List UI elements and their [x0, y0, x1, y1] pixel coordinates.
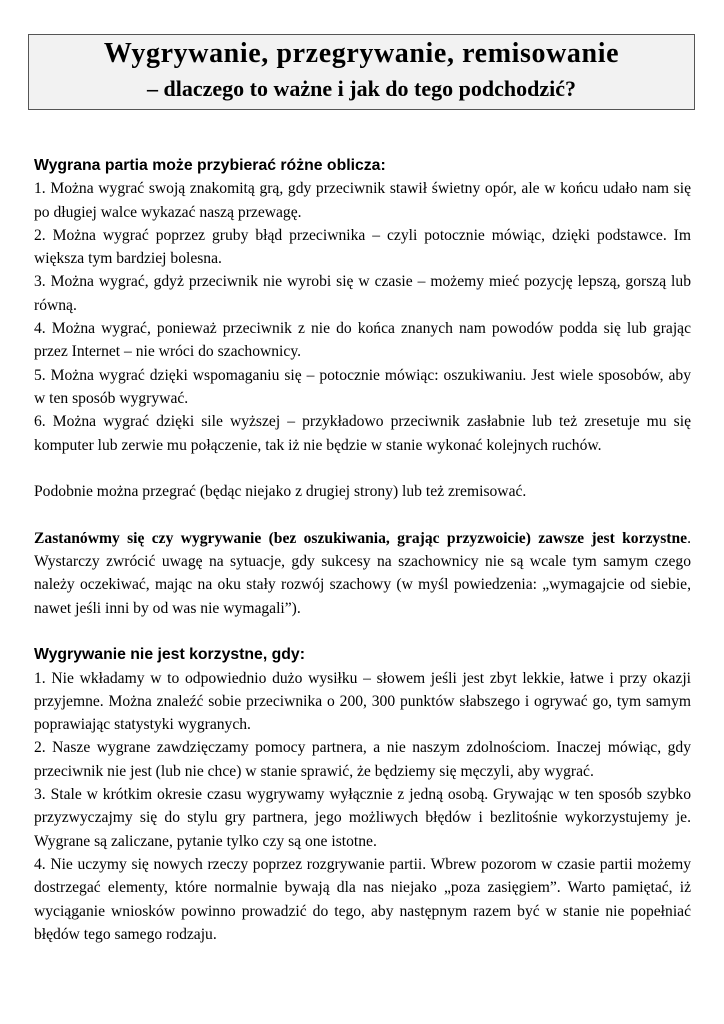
section2-item-4: 4. Nie uczymy się nowych rzeczy poprzez rozgrywanie partii. Wbrew pozorom w czasie partii możemy dostrzegać elementy, które normalnie bywają dla nas niejako „poza zasięgiem”. Warto pamiętać, iż wyciąganie wniosków powinno prowadzić do tego, aby następnym razem być w stanie nie popełniać błędów tego samego rodzaju.	[34, 855, 691, 943]
section1-item-3: 3. Można wygrać, gdyż przeciwnik nie wyrobi się w czasie – możemy mieć pozycję lepszą, gorszą lub równą.	[34, 273, 691, 314]
paragraph-lose-or-draw: Podobnie można przegrać (będąc niejako z drugiej strony) lub też zremisować.	[34, 483, 527, 501]
section2-item-2: 2. Nasze wygrane zawdzięczamy pomocy partnera, a nie naszym zdolnościom. Inaczej mówiąc, gdy przeciwnik nie jest (lub nie chce) w stanie sprawić, że będziemy się męczyli, aby wygrać.	[34, 739, 691, 780]
paragraph-consider-winning	[34, 527, 691, 620]
section1-heading: Wygrana partia może przybierać różne oblicza:	[34, 157, 386, 174]
section1-item-6: 6. Można wygrać dzięki sile wyższej – przykładowo przeciwnik zasłabnie lub też zresetuje mu się komputer lub zerwie mu połączenie, tak iż nie będzie w stanie wykonać kolejnych ruchów.	[34, 413, 691, 454]
section1-item-4: 4. Można wygrać, ponieważ przeciwnik z nie do końca znanych nam powodów podda się lub grając przez Internet – nie wróci do szachownicy.	[34, 320, 691, 361]
page-title: Wygrywanie, przegrywanie, remisowanie	[103, 38, 620, 69]
section1-item-1: 1. Można wygrać swoją znakomitą grą, gdy przeciwnik stawił świetny opór, ale w końcu udało nam się po długiej walce wykazać naszą przewagę.	[34, 180, 691, 221]
paragraph-bold-lead: Zastanówmy się czy wygrywanie (bez oszukiwania, grając przyzwoicie) zawsze jest korzystne	[34, 529, 688, 547]
paragraph-rest: . Wystarczy zwrócić uwagę na sytuacje, gdy sukcesy na szachownicy nie są wcale tym samym czego należy oczekiwać, mając na oku stały rozwój szachowy (w myśl powiedzenia: „wymagajcie od siebie, nawet jeśli inni by od was nie wymagali”).	[34, 529, 691, 617]
section2-heading: Wygrywanie nie jest korzystne, gdy:	[34, 646, 305, 664]
page-subtitle: – dlaczego to ważne i jak do tego podchodzić?	[147, 76, 576, 101]
section2-item-1: 1. Nie wkładamy w to odpowiednio dużo wysiłku – słowem jeśli jest zbyt lekkie, łatwe i przy okazji przyjemne. Można znaleźć sobie przeciwnika o 200, 300 punktów słabszego i ogrywać go, tym samym poprawiając statystyki wygranych.	[34, 669, 691, 734]
document-body	[34, 154, 691, 946]
section1-item-5: 5. Można wygrać dzięki wspomaganiu się – potocznie mówiąc: oszukiwaniu. Jest wiele sposobów, aby w ten sposób wygrywać.	[34, 366, 691, 407]
section1-item-2: 2. Można wygrać poprzez gruby błąd przeciwnika – czyli potocznie mówiąc, dzięki podstawce. Im większa tym bardziej bolesna.	[34, 226, 691, 268]
title-box	[28, 34, 695, 110]
section2-item-3: 3. Stale w krótkim okresie czasu wygrywamy wyłącznie z jedną osobą. Grywając w ten sposób szybko przyzwyczajmy się do stylu gry partnera, jego możliwych błędów i bezlitośnie wykorzystujemy je. Wygrane są zaliczane, pytanie tylko czy są one istotne.	[34, 786, 691, 850]
